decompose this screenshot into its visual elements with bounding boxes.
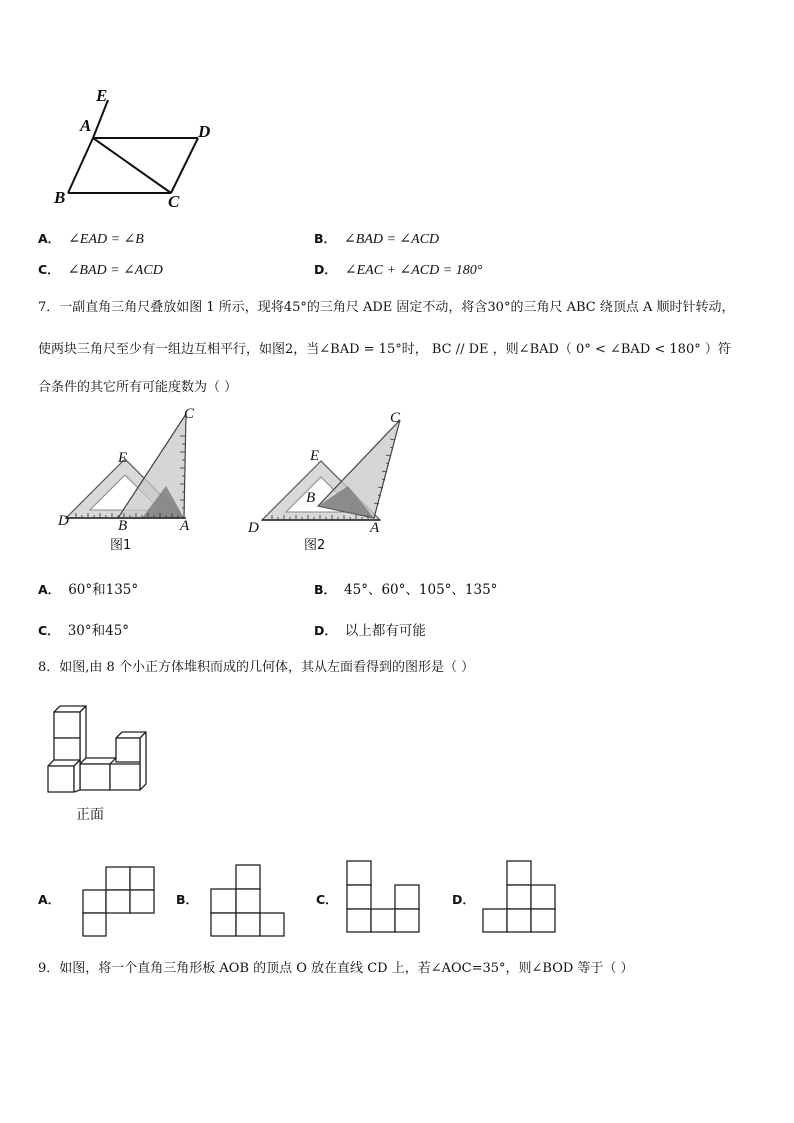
q8-option-b[interactable] — [176, 890, 206, 908]
q8-option-b-grid[interactable] — [210, 864, 286, 938]
q6-option-d[interactable] — [314, 260, 482, 279]
option-label: D． — [314, 623, 337, 638]
cube-front — [110, 764, 140, 790]
q7-stem-line-3: 合条件的其它所有可能度数为（ ） — [38, 380, 238, 395]
q8-option-d-grid[interactable] — [482, 860, 558, 934]
option-text: 45°、60°、105°、135° — [344, 582, 498, 598]
fig2-caption: 图2 — [304, 538, 326, 553]
option-label: D． — [452, 892, 475, 907]
q6-option-c[interactable] — [38, 260, 163, 279]
option-text: 30°和45° — [67, 623, 130, 639]
option-text: 以上都有可能 — [344, 623, 426, 639]
fig2-label-a: A — [370, 520, 380, 536]
option-text: ∠EAC + ∠ACD = 180° — [344, 263, 483, 278]
q6-option-a[interactable] — [38, 229, 144, 248]
option-text: ∠BAD = ∠ACD — [344, 232, 440, 247]
q7-option-b[interactable] — [314, 578, 497, 598]
option-label: B． — [176, 892, 199, 907]
cube-front — [116, 738, 140, 762]
q6-parallelogram-figure — [48, 86, 228, 216]
option-text: ∠EAD = ∠B — [68, 232, 144, 247]
option-label: C． — [316, 892, 338, 907]
option-text: 60°和135° — [68, 582, 139, 598]
q6-option-b[interactable] — [314, 229, 439, 248]
q8-stem: 8．如图,由 8 个小正方体堆积而成的几何体，其从左面看得到的图形是（ ） — [38, 660, 475, 675]
fig1-label-b: B — [118, 518, 128, 534]
cube-front — [80, 764, 110, 790]
option-label: B． — [314, 582, 337, 597]
option-label: A． — [38, 231, 61, 246]
side-ba — [68, 138, 93, 193]
fig2-label-e: E — [310, 448, 320, 464]
fig2-label-b: B — [306, 490, 316, 506]
option-label: C． — [38, 623, 60, 638]
option-label: D． — [314, 262, 337, 277]
option-text: ∠BAD = ∠ACD — [67, 263, 163, 278]
label-a: A — [80, 116, 92, 135]
q7-figure-1 — [56, 406, 206, 536]
q8-option-c-grid[interactable] — [346, 860, 422, 934]
label-c: C — [168, 192, 180, 211]
q8-cube-stack-figure — [44, 704, 154, 796]
q8-option-c[interactable] — [316, 890, 346, 908]
q7-stem-line-1: 7．一副直角三角尺叠放如图 1 所示，现将45°的三角尺 ADE 固定不动，将含30°的三角尺 ABC 绕顶点 A 顺时针转动， — [38, 300, 735, 315]
cube-top-face — [80, 758, 116, 764]
q7-option-d[interactable] — [314, 619, 426, 639]
fig1-caption: 图1 — [110, 538, 132, 553]
q8-option-a-grid[interactable] — [82, 866, 156, 938]
fig2-label-d: D — [248, 520, 259, 536]
q8-front-caption: 正面 — [76, 807, 104, 823]
q7-option-c[interactable] — [38, 619, 129, 639]
fig2-label-c: C — [390, 410, 401, 426]
option-label: A． — [38, 582, 61, 597]
q9-stem: 9．如图，将一个直角三角形板 AOB 的顶点 O 放在直线 CD 上，若∠AOC=35°，则∠BOD 等于（ ） — [38, 961, 634, 976]
q7-option-a[interactable] — [38, 578, 138, 598]
cube-front — [48, 766, 74, 792]
q7-stem-line-2: 使两块三角尺至少有一组边互相平行，如图2，当∠BAD = 15°时， BC // DE ，则∠BAD（ 0° < ∠BAD < 180° ）符 — [38, 342, 731, 357]
diagonal-ac — [93, 138, 171, 193]
label-d: D — [198, 122, 211, 141]
cube-front — [54, 712, 80, 738]
cube-side-face — [74, 760, 80, 792]
option-label: B． — [314, 231, 337, 246]
cube-side-face — [80, 706, 86, 764]
option-label: A． — [38, 892, 61, 907]
fig1-label-d: D — [58, 513, 69, 529]
label-e: E — [96, 86, 108, 105]
fig1-label-e: E — [118, 450, 128, 466]
cube-side-face — [140, 732, 146, 790]
label-b: B — [54, 188, 66, 207]
fig1-label-c: C — [184, 406, 195, 422]
q8-option-d[interactable] — [452, 890, 483, 908]
q7-figure-2 — [252, 410, 412, 536]
side-dc — [171, 138, 198, 193]
option-label: C． — [38, 262, 60, 277]
fig1-label-a: A — [180, 518, 190, 534]
q8-option-a[interactable] — [38, 890, 68, 908]
